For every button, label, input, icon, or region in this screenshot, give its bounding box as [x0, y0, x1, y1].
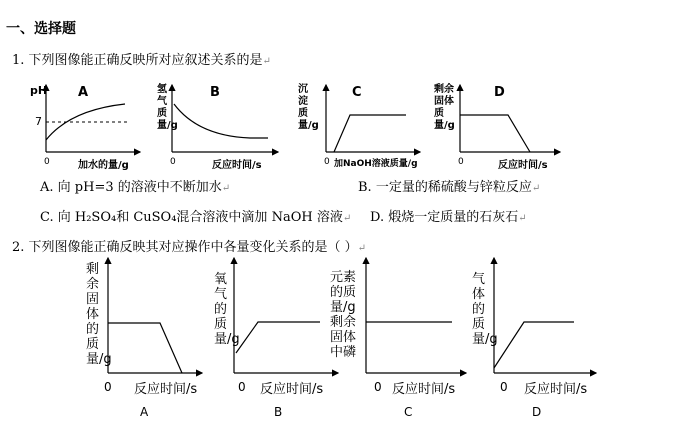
q1d-origin: 0 — [458, 157, 464, 167]
return-mark-icon: ↵ — [518, 213, 527, 224]
q2b-origin: 0 — [238, 380, 246, 394]
q1b-y-label: 氢气质量/g — [157, 84, 178, 131]
q2d-letter: D — [532, 405, 542, 419]
q1d-y-label: 剩余固体质量/g — [434, 84, 455, 131]
return-mark-icon: ↵ — [262, 56, 271, 67]
return-mark-icon: ↵ — [531, 183, 541, 194]
q2b-y-label: 氧气的质量/g — [214, 272, 240, 347]
q1a-x-label: 加水的量/g — [78, 160, 129, 171]
q2-graph-c — [366, 258, 466, 373]
q1-graph-c — [326, 85, 420, 152]
q1b-x-label: 反应时间/s — [212, 160, 262, 171]
q2a-y-label: 剩余固体的质量/g — [86, 262, 112, 367]
q1c-y-label: 沉淀质量/g — [298, 84, 319, 131]
q1a-letter: A — [78, 85, 89, 100]
q1d-x-label: 反应时间/s — [498, 160, 548, 171]
precipitate-line — [334, 115, 406, 152]
question-2-text: 2. 下列图像能正确反映其对应操作中各量变化关系的是（ ）↵ — [12, 240, 367, 255]
return-mark-icon: ↵ — [357, 243, 367, 254]
q2b-letter: B — [274, 405, 283, 419]
q2a-origin: 0 — [104, 380, 112, 394]
q2c-y-label: 元素的质量/g 剩余固体中磷 — [330, 270, 357, 360]
q2c-origin: 0 — [374, 380, 382, 394]
return-mark-icon: ↵ — [342, 213, 352, 224]
q1-option-d: D. 煅烧一定质量的石灰石↵ — [370, 210, 527, 225]
q2b-x-label: 反应时间/s — [260, 382, 324, 397]
q1a-origin: 0 — [44, 157, 50, 167]
q2-graph-d — [494, 258, 596, 373]
q1-graph-b — [172, 85, 278, 152]
residue-line — [460, 115, 530, 152]
hydrogen-curve — [174, 104, 268, 138]
q1c-letter: C — [352, 85, 362, 100]
q2-graph-a — [108, 258, 202, 373]
q1-graph-a — [46, 85, 140, 152]
q1b-letter: B — [210, 85, 220, 100]
q2a-letter: A — [140, 405, 149, 419]
q2d-origin: 0 — [500, 380, 508, 394]
q2-graph-b — [234, 258, 338, 373]
q1-graph-d — [460, 85, 560, 152]
q1d-letter: D — [494, 85, 505, 100]
q1-option-b: B. 一定量的稀硫酸与锌粒反应↵ — [358, 180, 541, 195]
q1c-origin: 0 — [324, 157, 330, 167]
q1-option-a: A. 向 pH=3 的溶液中不断加水↵ — [40, 180, 231, 195]
q1a-y-label: pH — [30, 84, 48, 97]
q1a-tick-7: 7 — [35, 115, 42, 128]
q1c-x-label: 加NaOH溶液质量/g — [334, 159, 418, 169]
q2d-y-label: 气体的质量/g — [472, 272, 498, 347]
q2c-x-label: 反应时间/s — [392, 382, 456, 397]
q2a-x-label: 反应时间/s — [134, 382, 198, 397]
q2c-letter: C — [404, 405, 413, 419]
q2d-x-label: 反应时间/s — [524, 382, 588, 397]
q1-option-c: C. 向 H₂SO₄和 CuSO₄混合溶液中滴加 NaOH 溶液↵ — [40, 210, 352, 225]
section-title: 一、选择题 — [6, 21, 76, 37]
q1b-origin: 0 — [170, 157, 176, 167]
question-1-text: 1. 下列图像能正确反映所对应叙述关系的是↵ — [12, 53, 271, 68]
return-mark-icon: ↵ — [221, 183, 231, 194]
